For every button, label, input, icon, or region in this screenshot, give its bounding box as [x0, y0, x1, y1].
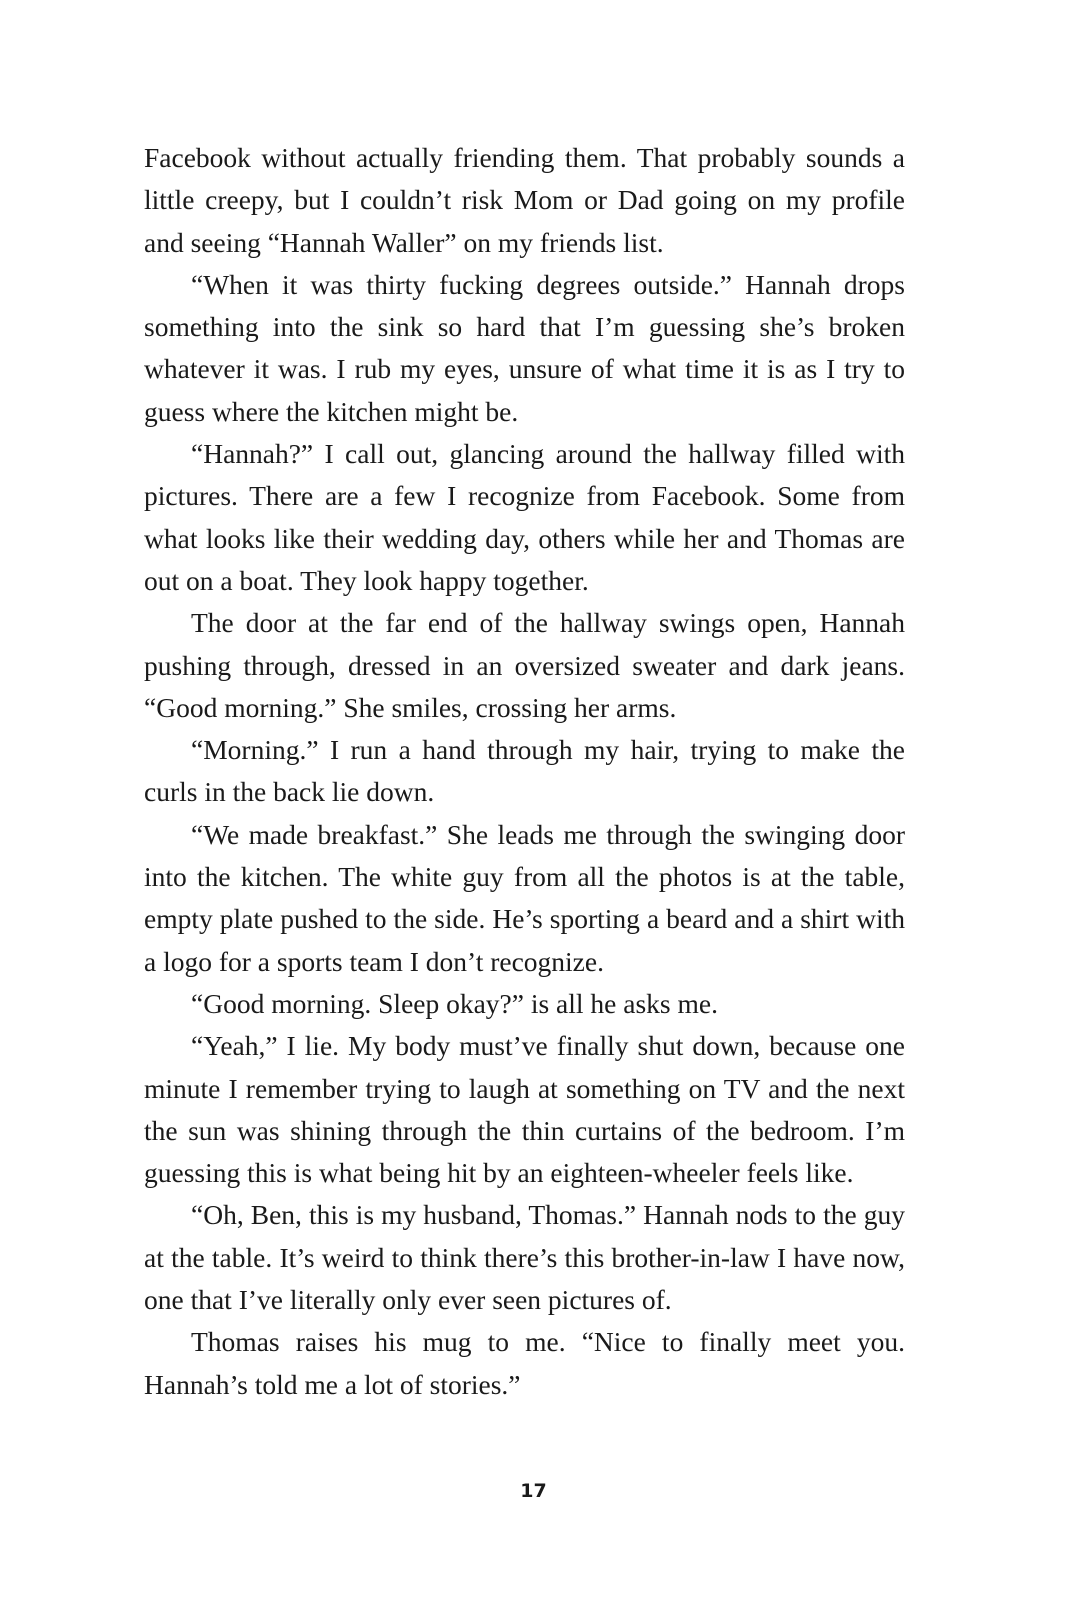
paragraph: “Morning.” I run a hand through my hair, trying to make the curls in the back lie down. [144, 734, 905, 808]
body-text [144, 137, 905, 1406]
paragraph: “Yeah,” I lie. My body must’ve finally shut down, because one minute I remember trying to laugh at something on TV and the next the sun was shining through the thin curtains of the bedroom. I’m guessing this is what being hit by an eighteen-wheeler feels like. [144, 1030, 905, 1189]
paragraph: “Hannah?” I call out, glancing around the hallway filled with pictures. There are a few I recognize from Facebook. Some from what looks like their wedding day, others while her and Thomas are out on a boat. They look happy together. [144, 438, 905, 596]
page-number: 17 [520, 1480, 547, 1502]
paragraph: The door at the far end of the hallway swings open, Hannah pushing through, dressed in an oversized sweater and dark jeans. “Good morning.” She smiles, crossing her arms. [144, 607, 905, 723]
paragraph: Thomas raises his mug to me. “Nice to finally meet you. Hannah’s told me a lot of stories.” [144, 1326, 905, 1400]
paragraph-continued: Facebook without actually friending them. That probably sounds a little creepy, but I couldn’t risk Mom or Dad going on my profile and seeing “Hannah Waller” on my friends list. [144, 142, 905, 258]
paragraph: “Oh, Ben, this is my husband, Thomas.” Hannah nods to the guy at the table. It’s weird to think there’s this brother-in-law I have now, one that I’ve literally only ever seen pictures of. [144, 1199, 905, 1316]
paragraph: “We made breakfast.” She leads me through the swinging door into the kitchen. The white guy from all the photos is at the table, empty plate pushed to the side. He’s sporting a beard and a shirt with a logo for a sports team I don’t recognize. [144, 818, 905, 977]
paragraph: “Good morning. Sleep okay?” is all he asks me. [191, 987, 718, 1019]
paragraph: “When it was thirty fucking degrees outside.” Hannah drops something into the sink so hard that I’m guessing she’s broken whatever it was. I rub my eyes, unsure of what time it is as I try to guess where the kitchen might be. [144, 268, 905, 427]
